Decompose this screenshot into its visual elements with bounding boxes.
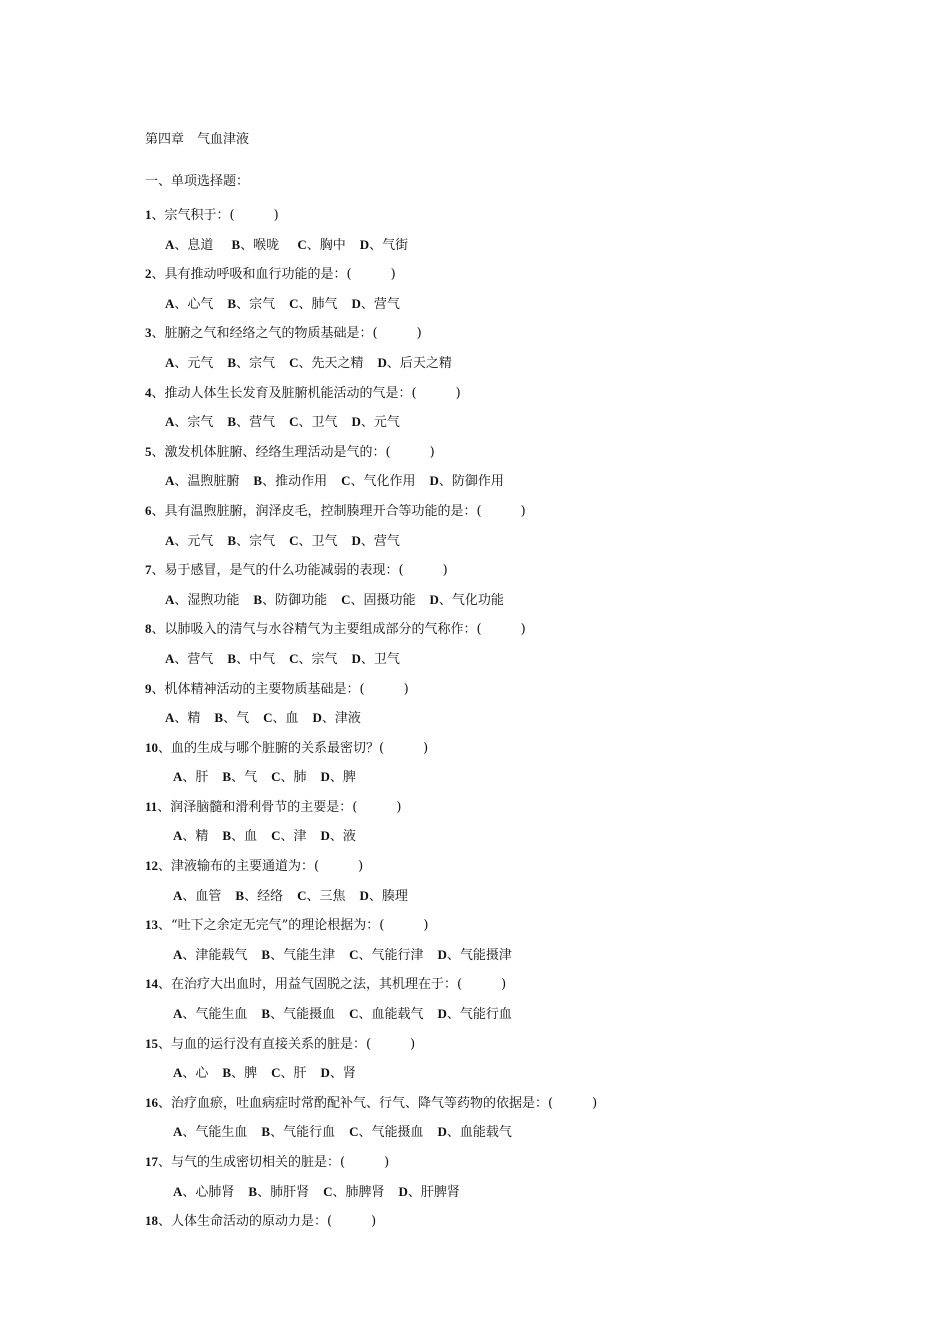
question-stem xyxy=(145,969,845,999)
question-item xyxy=(145,378,845,437)
question-text: 、机体精神活动的主要物质基础是：( ) xyxy=(151,681,409,697)
option-a xyxy=(173,948,247,963)
option-letter: C xyxy=(289,650,299,666)
question-text: 、脏腑之气和经络之气的物质基础是：( ) xyxy=(151,326,422,342)
option-c xyxy=(289,534,337,549)
option-text: 、气能生血 xyxy=(182,1125,248,1141)
option-text: 、气能摄津 xyxy=(446,947,512,963)
option-b xyxy=(227,652,275,667)
option-letter: A xyxy=(165,414,175,430)
option-d xyxy=(321,770,356,785)
option-letter: C xyxy=(271,828,281,844)
option-letter: B xyxy=(227,295,237,311)
option-c xyxy=(323,1185,384,1200)
option-text: 、津液 xyxy=(321,711,361,727)
option-text: 、心肺肾 xyxy=(182,1184,235,1200)
question-item xyxy=(145,733,845,792)
option-text: 、营气 xyxy=(360,296,400,312)
question-item xyxy=(145,555,845,614)
question-text: 、具有温煦脏腑，润泽皮毛，控制腠理开合等功能的是：( ) xyxy=(151,503,526,519)
option-text: 、气能生血 xyxy=(182,1007,248,1023)
option-c xyxy=(289,415,337,430)
option-b xyxy=(261,948,335,963)
option-letter: B xyxy=(261,1006,271,1022)
option-letter: C xyxy=(289,532,299,548)
option-c xyxy=(289,652,337,667)
option-b xyxy=(222,1066,257,1081)
option-text: 、卫气 xyxy=(360,651,400,667)
option-letter: B xyxy=(261,946,271,962)
option-letter: A xyxy=(173,769,183,785)
option-text: 、气化功能 xyxy=(438,592,504,608)
option-b xyxy=(235,889,283,904)
option-b xyxy=(222,829,257,844)
option-text: 、温煦脏腑 xyxy=(174,474,240,490)
option-letter: B xyxy=(222,1065,232,1081)
option-a xyxy=(165,297,213,312)
question-number: 1 xyxy=(145,207,152,222)
option-text: 、三焦 xyxy=(306,888,346,904)
option-text: 、肺气 xyxy=(298,296,338,312)
section-heading: 一、单项选择题： xyxy=(145,174,250,189)
question-number: 10 xyxy=(145,739,158,755)
option-row xyxy=(145,230,845,260)
option-row xyxy=(145,466,845,496)
option-a xyxy=(173,1185,234,1200)
option-letter: C xyxy=(349,1006,359,1022)
option-text: 、宗气 xyxy=(236,296,276,312)
option-d xyxy=(352,534,400,549)
option-text: 、肝脾肾 xyxy=(407,1184,460,1200)
question-text: 、在治疗大出血时，用益气固脱之法，其机理在于：( ) xyxy=(158,977,507,993)
option-row xyxy=(145,821,845,851)
option-letter: B xyxy=(261,1124,271,1140)
question-number: 17 xyxy=(145,1154,158,1169)
option-b xyxy=(222,770,257,785)
question-stem xyxy=(145,1029,845,1059)
question-number: 15 xyxy=(145,1035,158,1051)
option-letter: A xyxy=(173,1006,183,1022)
option-a xyxy=(173,770,208,785)
option-text: 、先天之精 xyxy=(298,355,364,371)
option-d xyxy=(438,1125,512,1140)
option-text: 、后天之精 xyxy=(386,355,452,371)
question-stem xyxy=(145,1088,845,1118)
option-a xyxy=(165,652,213,667)
option-letter: D xyxy=(351,295,361,311)
question-number: 16 xyxy=(145,1094,158,1110)
option-d xyxy=(430,474,504,489)
option-letter: B xyxy=(222,828,232,844)
option-text: 、肺肝肾 xyxy=(257,1184,310,1200)
option-row xyxy=(145,585,845,615)
question-item xyxy=(145,910,845,969)
question-stem xyxy=(145,910,845,940)
option-b xyxy=(261,1125,335,1140)
option-c xyxy=(297,238,345,253)
option-letter: D xyxy=(429,591,439,607)
option-a xyxy=(173,1007,247,1022)
option-b xyxy=(227,356,275,371)
option-letter: A xyxy=(173,828,183,844)
option-a xyxy=(165,593,239,608)
option-d xyxy=(430,593,504,608)
option-d xyxy=(360,238,408,253)
option-text: 、肝 xyxy=(182,770,209,786)
option-letter: D xyxy=(351,532,361,548)
option-text: 、卫气 xyxy=(298,533,338,549)
option-letter: C xyxy=(349,946,359,962)
option-text: 、卫气 xyxy=(298,415,338,431)
question-stem xyxy=(145,674,845,704)
question-stem xyxy=(145,1206,845,1236)
option-letter: C xyxy=(297,887,307,903)
question-item xyxy=(145,969,845,1028)
question-stem xyxy=(145,378,845,408)
option-d xyxy=(313,711,361,726)
option-text: 、脾 xyxy=(231,1066,258,1082)
option-letter: C xyxy=(289,354,299,370)
question-text: 、人体生命活动的原动力是：( ) xyxy=(158,1214,377,1230)
option-text: 、气能摄血 xyxy=(270,1007,336,1023)
option-text: 、心 xyxy=(182,1066,209,1082)
option-text: 、防御作用 xyxy=(438,474,504,490)
question-item xyxy=(145,614,845,673)
option-a xyxy=(165,711,200,726)
option-text: 、血 xyxy=(272,711,299,727)
option-c xyxy=(349,948,423,963)
option-letter: D xyxy=(398,1183,408,1199)
option-letter: D xyxy=(320,769,330,785)
option-text: 、胸中 xyxy=(306,237,346,253)
option-b xyxy=(214,711,249,726)
option-text: 、推动作用 xyxy=(262,474,328,490)
option-text: 、宗气 xyxy=(236,533,276,549)
option-b xyxy=(227,415,275,430)
question-stem xyxy=(145,496,845,526)
question-number: 11 xyxy=(145,798,158,814)
question-text: 、治疗血瘀，吐血病症时常酌配补气、行气、降气等药物的依据是：( ) xyxy=(158,1095,598,1111)
option-row xyxy=(145,999,845,1029)
option-text: 、肺脾肾 xyxy=(332,1184,385,1200)
option-d xyxy=(360,889,408,904)
option-text: 、腠理 xyxy=(368,888,408,904)
question-text: 、激发机体脏腑、经络生理活动是气的：( ) xyxy=(151,444,435,460)
question-item xyxy=(145,259,845,318)
option-text: 、元气 xyxy=(360,415,400,431)
question-number: 6 xyxy=(145,502,152,518)
question-text: 、与血的运行没有直接关系的脏是：( ) xyxy=(158,1036,416,1052)
option-c xyxy=(289,297,337,312)
option-text: 、气 xyxy=(223,711,250,727)
option-letter: B xyxy=(253,473,263,489)
option-text: 、营气 xyxy=(174,651,214,667)
question-text: 、具有推动呼吸和血行功能的是：( ) xyxy=(151,267,396,283)
option-a xyxy=(165,356,213,371)
question-item xyxy=(145,200,845,259)
question-number: 2 xyxy=(145,266,152,282)
option-letter: A xyxy=(165,354,175,370)
option-letter: B xyxy=(222,769,232,785)
option-letter: A xyxy=(165,295,175,311)
question-list xyxy=(145,200,845,1236)
question-number: 13 xyxy=(145,917,158,933)
option-b xyxy=(227,297,275,312)
option-d xyxy=(352,415,400,430)
option-b xyxy=(253,474,327,489)
option-text: 、血能载气 xyxy=(358,1007,424,1023)
option-letter: C xyxy=(263,710,273,726)
option-letter: A xyxy=(165,650,175,666)
option-text: 、气 xyxy=(231,770,258,786)
question-number: 12 xyxy=(145,858,158,874)
option-text: 、防御功能 xyxy=(262,592,328,608)
option-text: 、精 xyxy=(174,711,201,727)
option-text: 、营气 xyxy=(360,533,400,549)
option-text: 、喉咙 xyxy=(240,237,284,253)
option-text: 、精 xyxy=(182,829,209,845)
option-letter: C xyxy=(323,1183,333,1199)
option-text: 、肾 xyxy=(329,1066,356,1082)
option-d xyxy=(352,297,400,312)
option-c xyxy=(271,829,306,844)
option-letter: B xyxy=(227,650,237,666)
question-item xyxy=(145,1029,845,1088)
option-letter: D xyxy=(312,710,322,726)
option-letter: A xyxy=(173,946,183,962)
option-text: 、经络 xyxy=(244,888,284,904)
option-row xyxy=(145,762,845,792)
option-text: 、息道 xyxy=(174,237,218,253)
option-text: 、宗气 xyxy=(236,355,276,371)
option-row xyxy=(145,1117,845,1147)
question-stem xyxy=(145,200,845,230)
option-text: 、津 xyxy=(280,829,307,845)
option-letter: C xyxy=(289,295,299,311)
question-stem xyxy=(145,318,845,348)
option-c xyxy=(271,770,306,785)
option-row xyxy=(145,1177,845,1207)
option-letter: D xyxy=(320,828,330,844)
question-number: 5 xyxy=(145,443,152,459)
option-letter: A xyxy=(165,532,175,548)
option-text: 、血管 xyxy=(182,888,222,904)
question-text: 、与气的生成密切相关的脏是：( ) xyxy=(158,1155,390,1170)
option-a xyxy=(173,1066,208,1081)
option-a xyxy=(173,889,221,904)
chapter-title: 第四章 气血津液 xyxy=(145,132,250,147)
option-letter: D xyxy=(377,354,387,370)
option-letter: B xyxy=(227,532,237,548)
option-letter: A xyxy=(173,1124,183,1140)
question-number: 18 xyxy=(145,1213,158,1229)
option-letter: D xyxy=(359,236,370,252)
option-d xyxy=(438,1007,512,1022)
option-text: 、气街 xyxy=(369,237,409,253)
option-a xyxy=(173,829,208,844)
option-text: 、心气 xyxy=(174,296,214,312)
question-item xyxy=(145,1088,845,1147)
question-text: 、宗气积于：( ) xyxy=(151,208,279,223)
option-c xyxy=(297,889,345,904)
option-text: 、气能行血 xyxy=(446,1007,512,1023)
option-text: 、气能行血 xyxy=(270,1125,336,1141)
option-letter: C xyxy=(289,414,299,430)
option-letter: A xyxy=(173,887,183,903)
question-number: 4 xyxy=(145,384,152,400)
question-item xyxy=(145,1206,845,1236)
option-row xyxy=(145,348,845,378)
option-text: 、肝 xyxy=(280,1066,307,1082)
question-text: 、推动人体生长发育及脏腑机能活动的气是：( ) xyxy=(151,385,461,401)
option-row xyxy=(145,407,845,437)
option-letter: B xyxy=(235,887,245,903)
question-item xyxy=(145,851,845,910)
option-d xyxy=(321,1066,356,1081)
option-a xyxy=(173,1125,247,1140)
question-number: 14 xyxy=(145,976,158,992)
option-c xyxy=(341,474,415,489)
option-text: 、液 xyxy=(329,829,356,845)
option-letter: A xyxy=(165,473,175,489)
option-letter: A xyxy=(165,710,175,726)
option-c xyxy=(289,356,363,371)
question-item xyxy=(145,437,845,496)
option-row xyxy=(145,289,845,319)
option-text: 、宗气 xyxy=(174,415,214,431)
option-row xyxy=(145,881,845,911)
option-letter: D xyxy=(429,473,439,489)
option-b xyxy=(232,238,284,253)
option-letter: C xyxy=(297,236,307,252)
option-letter: D xyxy=(437,1006,447,1022)
option-d xyxy=(399,1185,460,1200)
option-c xyxy=(349,1125,423,1140)
question-number: 7 xyxy=(145,562,152,578)
option-b xyxy=(248,1185,309,1200)
question-text: 、以肺吸入的清气与水谷精气为主要组成部分的气称作：( ) xyxy=(151,622,526,638)
option-d xyxy=(321,829,356,844)
option-text: 、中气 xyxy=(236,651,276,667)
question-number: 3 xyxy=(145,325,152,341)
option-d xyxy=(352,652,400,667)
option-letter: D xyxy=(359,887,369,903)
option-row xyxy=(145,526,845,556)
option-text: 、元气 xyxy=(174,355,214,371)
option-text: 、气化作用 xyxy=(350,474,416,490)
option-letter: C xyxy=(349,1124,359,1140)
option-text: 、肺 xyxy=(280,770,307,786)
option-d xyxy=(438,948,512,963)
option-row xyxy=(145,703,845,733)
option-letter: C xyxy=(341,591,351,607)
option-letter: B xyxy=(227,414,237,430)
option-row xyxy=(145,644,845,674)
option-a xyxy=(165,534,213,549)
option-text: 、气能生津 xyxy=(270,947,336,963)
option-a xyxy=(165,415,213,430)
option-text: 、血 xyxy=(231,829,258,845)
question-stem xyxy=(145,259,845,289)
question-stem xyxy=(145,851,845,881)
option-c xyxy=(263,711,298,726)
question-stem xyxy=(145,555,845,585)
option-letter: D xyxy=(351,650,361,666)
option-b xyxy=(253,593,327,608)
option-text: 、脾 xyxy=(329,770,356,786)
option-letter: C xyxy=(341,473,351,489)
option-letter: A xyxy=(173,1183,183,1199)
option-row xyxy=(145,940,845,970)
option-d xyxy=(378,356,452,371)
option-letter: B xyxy=(214,710,224,726)
question-text: 、“吐下之余定无完气”的理论根据为：( ) xyxy=(158,918,429,934)
question-stem xyxy=(145,614,845,644)
question-text: 、润泽脑髓和滑利骨节的主要是：( ) xyxy=(157,799,402,815)
option-letter: B xyxy=(248,1183,258,1199)
question-stem xyxy=(145,792,845,822)
option-c xyxy=(341,593,415,608)
option-text: 、气能行津 xyxy=(358,947,424,963)
question-text: 、易于感冒，是气的什么功能减弱的表现：( ) xyxy=(151,563,448,579)
option-letter: B xyxy=(227,354,237,370)
question-stem xyxy=(145,437,845,467)
option-letter: D xyxy=(320,1065,330,1081)
option-letter: D xyxy=(437,1124,447,1140)
option-letter: A xyxy=(173,1065,183,1081)
option-a xyxy=(165,238,218,253)
question-item xyxy=(145,674,845,733)
option-letter: B xyxy=(231,236,241,252)
option-text: 、固摄功能 xyxy=(350,592,416,608)
option-row xyxy=(145,1058,845,1088)
option-text: 、气能摄血 xyxy=(358,1125,424,1141)
question-text: 、津液输布的主要通道为：( ) xyxy=(158,859,364,875)
question-number: 8 xyxy=(145,621,152,637)
option-text: 、元气 xyxy=(174,533,214,549)
question-item xyxy=(145,1147,845,1206)
option-c xyxy=(271,1066,306,1081)
option-b xyxy=(227,534,275,549)
option-c xyxy=(349,1007,423,1022)
option-b xyxy=(261,1007,335,1022)
document-page xyxy=(145,129,845,1236)
question-item xyxy=(145,792,845,851)
option-a xyxy=(165,474,239,489)
option-text: 、津能载气 xyxy=(182,947,248,963)
option-letter: B xyxy=(253,591,263,607)
option-text: 、宗气 xyxy=(298,651,338,667)
option-letter: D xyxy=(437,946,447,962)
question-stem xyxy=(145,733,845,763)
question-item xyxy=(145,318,845,377)
option-letter: D xyxy=(351,414,361,430)
option-text: 、湿煦功能 xyxy=(174,592,240,608)
question-text: 、血的生成与哪个脏腑的关系最密切？( ) xyxy=(158,740,429,756)
question-number: 9 xyxy=(145,680,152,696)
option-letter: A xyxy=(165,236,175,252)
option-letter: C xyxy=(271,769,281,785)
question-item xyxy=(145,496,845,555)
option-text: 、营气 xyxy=(236,415,276,431)
option-text: 、血能载气 xyxy=(446,1125,512,1141)
option-letter: C xyxy=(271,1065,281,1081)
option-letter: A xyxy=(165,591,175,607)
question-stem xyxy=(145,1147,845,1177)
